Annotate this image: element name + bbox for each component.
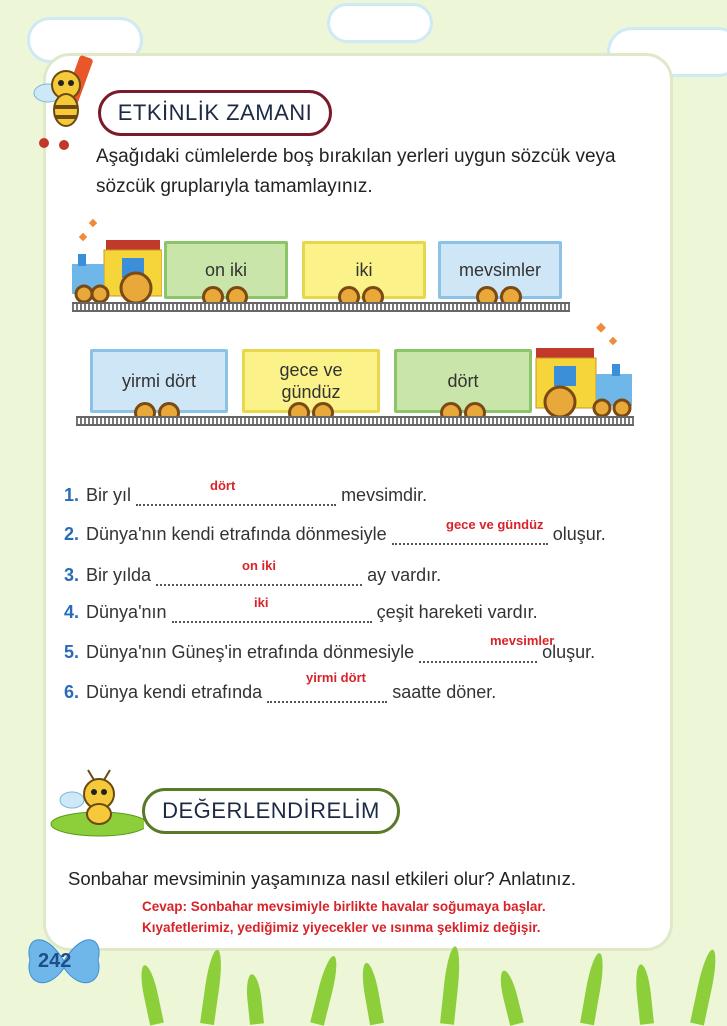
evaluation-question: Sonbahar mevsiminin yaşamınıza nasıl etkileri olur? Anlatınız. [68,868,576,889]
wagon-label: gece ve gündüz [279,360,343,402]
answer-text: mevsimler [490,633,555,648]
question-text: saatte döner. [392,682,497,702]
answer-text: yirmi dört [306,670,366,685]
bee-with-pencil-icon [30,55,100,155]
question-number: 2. [64,524,80,544]
train-wagon [438,241,562,299]
wagon-label: dört [447,371,479,391]
train-wagon [394,349,532,413]
cloud-decoration [30,20,140,60]
activity-title: ETKİNLİK ZAMANI [117,100,313,125]
answer-blank[interactable] [136,486,336,506]
evaluation-title: DEĞERLENDİRELİM [162,798,380,823]
question-text: çeşit hareketi vardır. [376,602,538,622]
question-text: Bir yılda [86,565,152,585]
question-text: ay vardır. [367,565,442,585]
grass-decoration [140,944,727,1024]
question-number: 1. [64,485,80,505]
answer-blank[interactable] [267,683,387,703]
answer-text: gece ve gündüz [446,517,544,532]
evaluation-title-badge [142,788,400,834]
page-number: 242 [38,950,72,972]
answer-text: on iki [242,558,276,573]
wagon-label: yirmi dört [121,371,196,391]
question-4 [64,597,538,627]
wagon-label: iki [355,260,373,280]
evaluation-answer-line-1: Cevap: Sonbahar mevsimiyle birlikte havalar soğumaya başlar. [142,899,546,914]
locomotive-icon [534,320,638,420]
question-text: Dünya kendi etrafında [86,682,263,702]
activity-title-badge [98,90,332,136]
answer-text: iki [254,595,269,610]
train-wagon [242,349,380,413]
cloud-decoration [330,6,430,40]
question-1 [64,480,427,510]
locomotive-icon [70,212,162,308]
bee-on-leaf-icon [44,766,144,846]
question-number: 3. [64,565,80,585]
question-number: 5. [64,642,80,662]
question-6 [64,677,496,707]
train-wagon [90,349,228,413]
question-text: Dünya'nın Güneş'in etrafında dönmesiyle [86,642,415,662]
rail-track [72,302,570,312]
wagon-label: on iki [204,260,248,280]
question-number: 4. [64,602,80,622]
question-text: oluşur. [552,524,606,544]
activity-instruction: Aşağıdaki cümlelerde boş bırakılan yerleri uygun sözcük veya sözcük gruplarıyla tamamlayınız. [96,146,616,197]
question-text: Bir yıl [86,485,132,505]
answer-text: dört [210,478,236,493]
answer-blank[interactable] [172,603,372,623]
question-number: 6. [64,682,80,702]
evaluation-answer-line-2: Kıyafetlerimiz, yediğimiz yiyecekler ve ısınma şeklimiz değişir. [142,920,541,935]
rail-track [76,416,634,426]
question-text: mevsimdir. [341,485,428,505]
question-text: oluşur. [542,642,596,662]
question-text: Dünya'nın kendi etrafında dönmesiyle [86,524,387,544]
wagon-label: mevsimler [458,260,541,280]
question-text: Dünya'nın [86,602,167,622]
train-wagon [164,241,288,299]
